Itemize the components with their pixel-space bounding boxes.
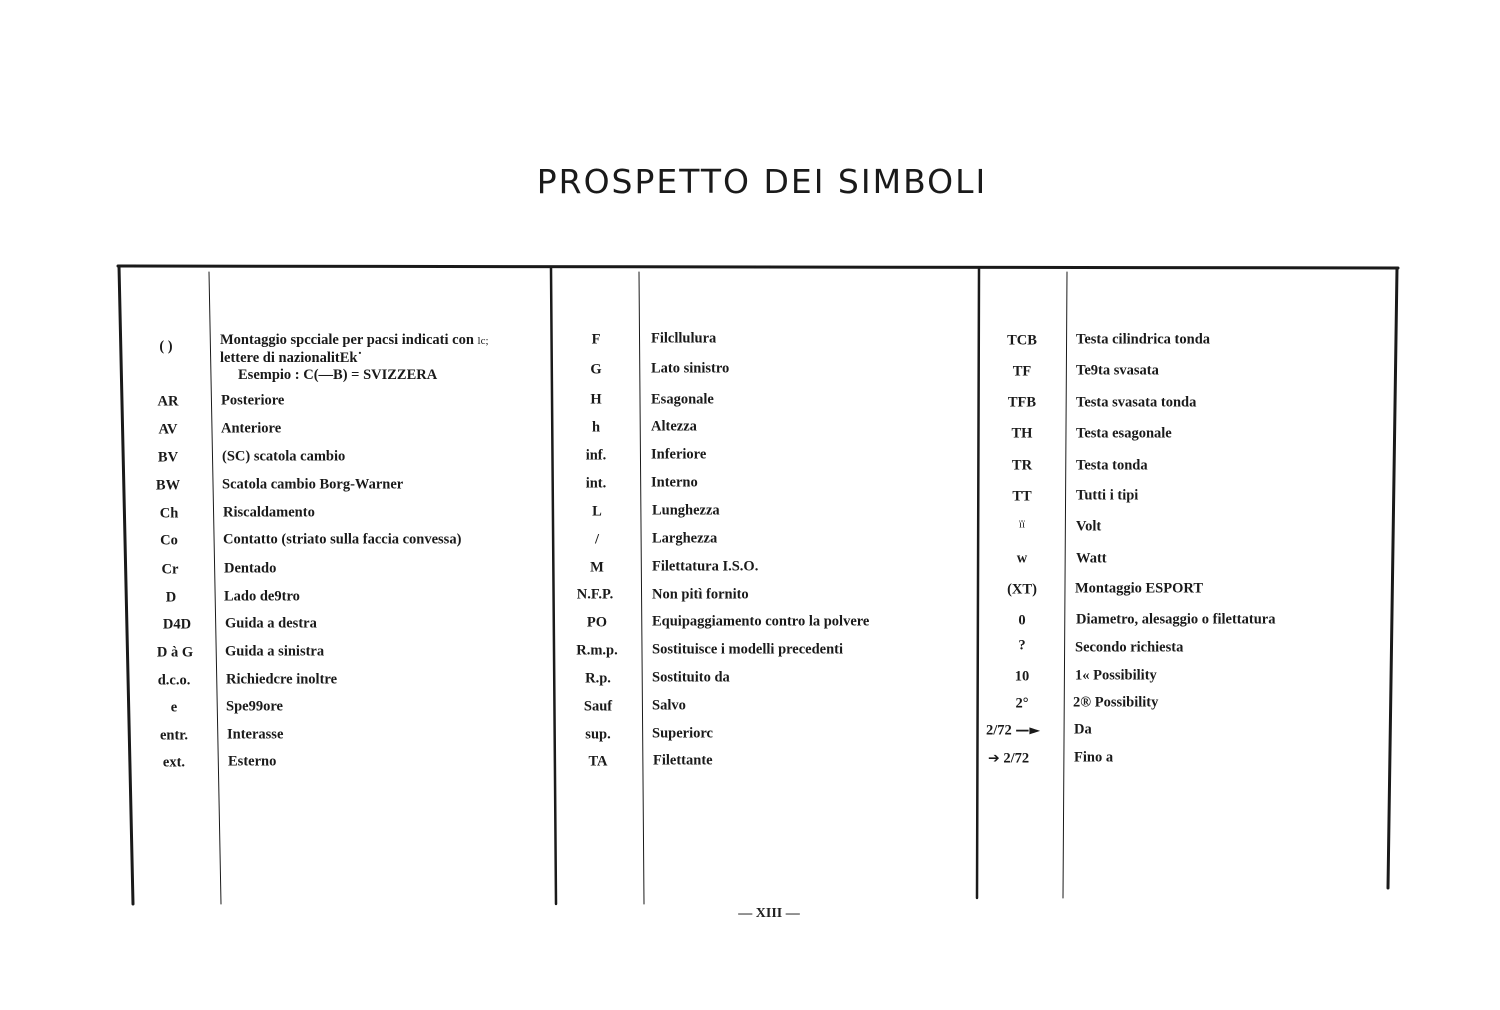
symbol-code: e bbox=[170, 699, 178, 716]
symbol-description: 1« Possibility bbox=[1075, 667, 1157, 684]
symbol-description: Diametro, alesaggio o filettatura bbox=[1076, 611, 1276, 628]
symbol-description: Lato sinistro bbox=[651, 360, 730, 377]
symbol-code: ext. bbox=[162, 754, 186, 771]
column-divider-1 bbox=[551, 268, 556, 904]
symbol-description bbox=[220, 332, 489, 384]
symbol-description: Sostituito da bbox=[652, 669, 730, 686]
symbol-code: D4D bbox=[162, 616, 192, 633]
symbol-description: Larghezza bbox=[652, 530, 718, 547]
symbol-description: Lunghezza bbox=[652, 502, 720, 519]
symbol-description: Equipaggiamento contro la polvere bbox=[652, 613, 870, 630]
symbol-code: / bbox=[594, 531, 600, 548]
symbol-code: AV bbox=[158, 421, 178, 438]
symbol-code: ? bbox=[1018, 637, 1026, 654]
symbol-code: 2/72 bbox=[986, 722, 1012, 739]
symbol-description: Scatola cambio Borg-Warner bbox=[222, 476, 404, 493]
symbol-code: 10 bbox=[1014, 668, 1030, 685]
page-title: PROSPETTO DEI SIMBOLI bbox=[536, 162, 988, 201]
symbol-description: Posteriore bbox=[221, 392, 285, 409]
symbol-code: TT bbox=[1012, 488, 1032, 505]
symbol-description: Volt bbox=[1076, 518, 1102, 535]
symbol-code: (XT) bbox=[1007, 581, 1037, 598]
code-divider-3 bbox=[1063, 272, 1067, 898]
symbol-description: Filettatura I.S.O. bbox=[652, 558, 759, 575]
symbol-code: ïï bbox=[1018, 518, 1026, 531]
description-line: Montaggio spcciale per pacsi indicati con bbox=[220, 332, 474, 348]
symbol-description: Interasse bbox=[227, 726, 284, 743]
symbol-code: ( ) bbox=[159, 338, 173, 355]
code-divider-2 bbox=[639, 272, 644, 904]
symbol-description: (SC) scatola cambio bbox=[222, 448, 346, 465]
symbol-description: Sostituisce i modelli precedenti bbox=[652, 641, 844, 658]
symbol-description: Testa tonda bbox=[1076, 457, 1148, 474]
symbol-description: Testa cilindrica tonda bbox=[1076, 331, 1211, 348]
symbol-description: Lado de9tro bbox=[224, 588, 300, 605]
table-top-border bbox=[118, 266, 1398, 268]
symbol-code: Co bbox=[160, 532, 178, 549]
symbol-code: TA bbox=[588, 753, 608, 770]
symbol-code: int. bbox=[585, 475, 607, 492]
symbol-code: L bbox=[592, 503, 602, 520]
symbol-description: Contatto (striato sulla faccia convessa) bbox=[223, 531, 462, 548]
arrow-right-icon: ➔ bbox=[988, 750, 1000, 767]
symbol-code: entr. bbox=[159, 727, 189, 744]
symbol-description: Testa esagonale bbox=[1076, 425, 1172, 442]
symbol-code: N.F.P. bbox=[576, 586, 614, 603]
symbol-description: Fino a bbox=[1074, 749, 1114, 766]
symbol-code: 2/72 bbox=[1003, 750, 1030, 767]
symbol-code: D à G bbox=[156, 644, 194, 661]
symbol-code: TR bbox=[1011, 457, 1033, 474]
symbol-description: Secondo richiesta bbox=[1075, 639, 1184, 656]
column-divider-2 bbox=[977, 269, 979, 898]
symbol-description: Filettante bbox=[653, 752, 713, 769]
symbol-code: TCB bbox=[1007, 332, 1037, 349]
symbol-code: BW bbox=[155, 477, 181, 494]
symbol-code: Sauf bbox=[583, 698, 613, 715]
symbol-code: w bbox=[1016, 550, 1028, 567]
symbol-description: Testa svasata tonda bbox=[1076, 394, 1197, 411]
symbol-description: Da bbox=[1074, 721, 1092, 738]
symbol-code: M bbox=[590, 559, 604, 576]
description-note: lc; bbox=[477, 335, 489, 347]
symbol-code: PO bbox=[586, 614, 608, 631]
symbol-code: BV bbox=[157, 449, 179, 466]
symbol-description: Spe99ore bbox=[226, 698, 283, 715]
symbol-code: sup. bbox=[585, 726, 611, 743]
symbol-code: AR bbox=[157, 393, 179, 410]
symbol-description: Guida a sinistra bbox=[225, 643, 325, 660]
symbol-description: Anteriore bbox=[221, 420, 282, 437]
symbol-code: h bbox=[591, 419, 601, 436]
symbol-description: Guida a destra bbox=[225, 615, 317, 632]
symbol-description: 2® Possibility bbox=[1073, 694, 1159, 711]
symbol-description: Non pitì fornito bbox=[652, 586, 749, 603]
table-left-border bbox=[119, 266, 133, 904]
symbol-code: G bbox=[590, 361, 602, 378]
symbol-description: Te9ta svasata bbox=[1076, 362, 1159, 379]
description-line: Esempio : C(—B) = SVIZZERA bbox=[238, 367, 438, 383]
symbol-code: TFB bbox=[1007, 394, 1037, 411]
symbol-code: TF bbox=[1012, 363, 1032, 380]
symbol-description: Filcllulura bbox=[651, 330, 717, 347]
symbol-description: Interno bbox=[651, 474, 698, 491]
symbol-code: Ch bbox=[159, 505, 179, 522]
symbol-code: D bbox=[165, 589, 177, 606]
symbol-description: Salvo bbox=[652, 697, 686, 714]
symbol-description: Esagonale bbox=[651, 391, 714, 408]
symbol-code: H bbox=[590, 391, 602, 408]
symbol-description: Altezza bbox=[651, 418, 697, 435]
symbol-code: inf. bbox=[585, 447, 607, 464]
description-line: lettere di nazionalitEk˙ bbox=[220, 350, 363, 366]
symbol-code-with-arrow bbox=[988, 751, 1054, 768]
symbol-description: Watt bbox=[1076, 550, 1107, 567]
symbol-description: Inferiore bbox=[651, 446, 707, 463]
symbol-code-with-arrow bbox=[986, 723, 1052, 740]
symbol-description: Superiorc bbox=[652, 725, 713, 742]
symbol-code: Cr bbox=[161, 561, 179, 578]
symbol-description: Riscaldamento bbox=[223, 504, 315, 521]
symbol-description: Richiedcre inoltre bbox=[226, 671, 338, 688]
symbol-code: 2° bbox=[1015, 695, 1029, 712]
symbol-description: Montaggio ESPORT bbox=[1075, 580, 1203, 597]
symbol-description: Tutti i tipi bbox=[1076, 487, 1139, 504]
arrow-right-icon: —► bbox=[1015, 722, 1041, 739]
symbol-code: 0 bbox=[1018, 612, 1026, 629]
symbol-code: d.c.o. bbox=[157, 672, 191, 689]
symbol-code: R.m.p. bbox=[576, 642, 618, 659]
table-right-border bbox=[1388, 268, 1397, 888]
page-number: — XIII — bbox=[738, 906, 800, 921]
symbol-code: TH bbox=[1011, 425, 1033, 442]
symbol-code: F bbox=[591, 331, 601, 348]
symbol-description: Dentado bbox=[224, 560, 277, 577]
symbol-description: Esterno bbox=[228, 753, 277, 770]
symbol-code: R.p. bbox=[585, 670, 611, 687]
